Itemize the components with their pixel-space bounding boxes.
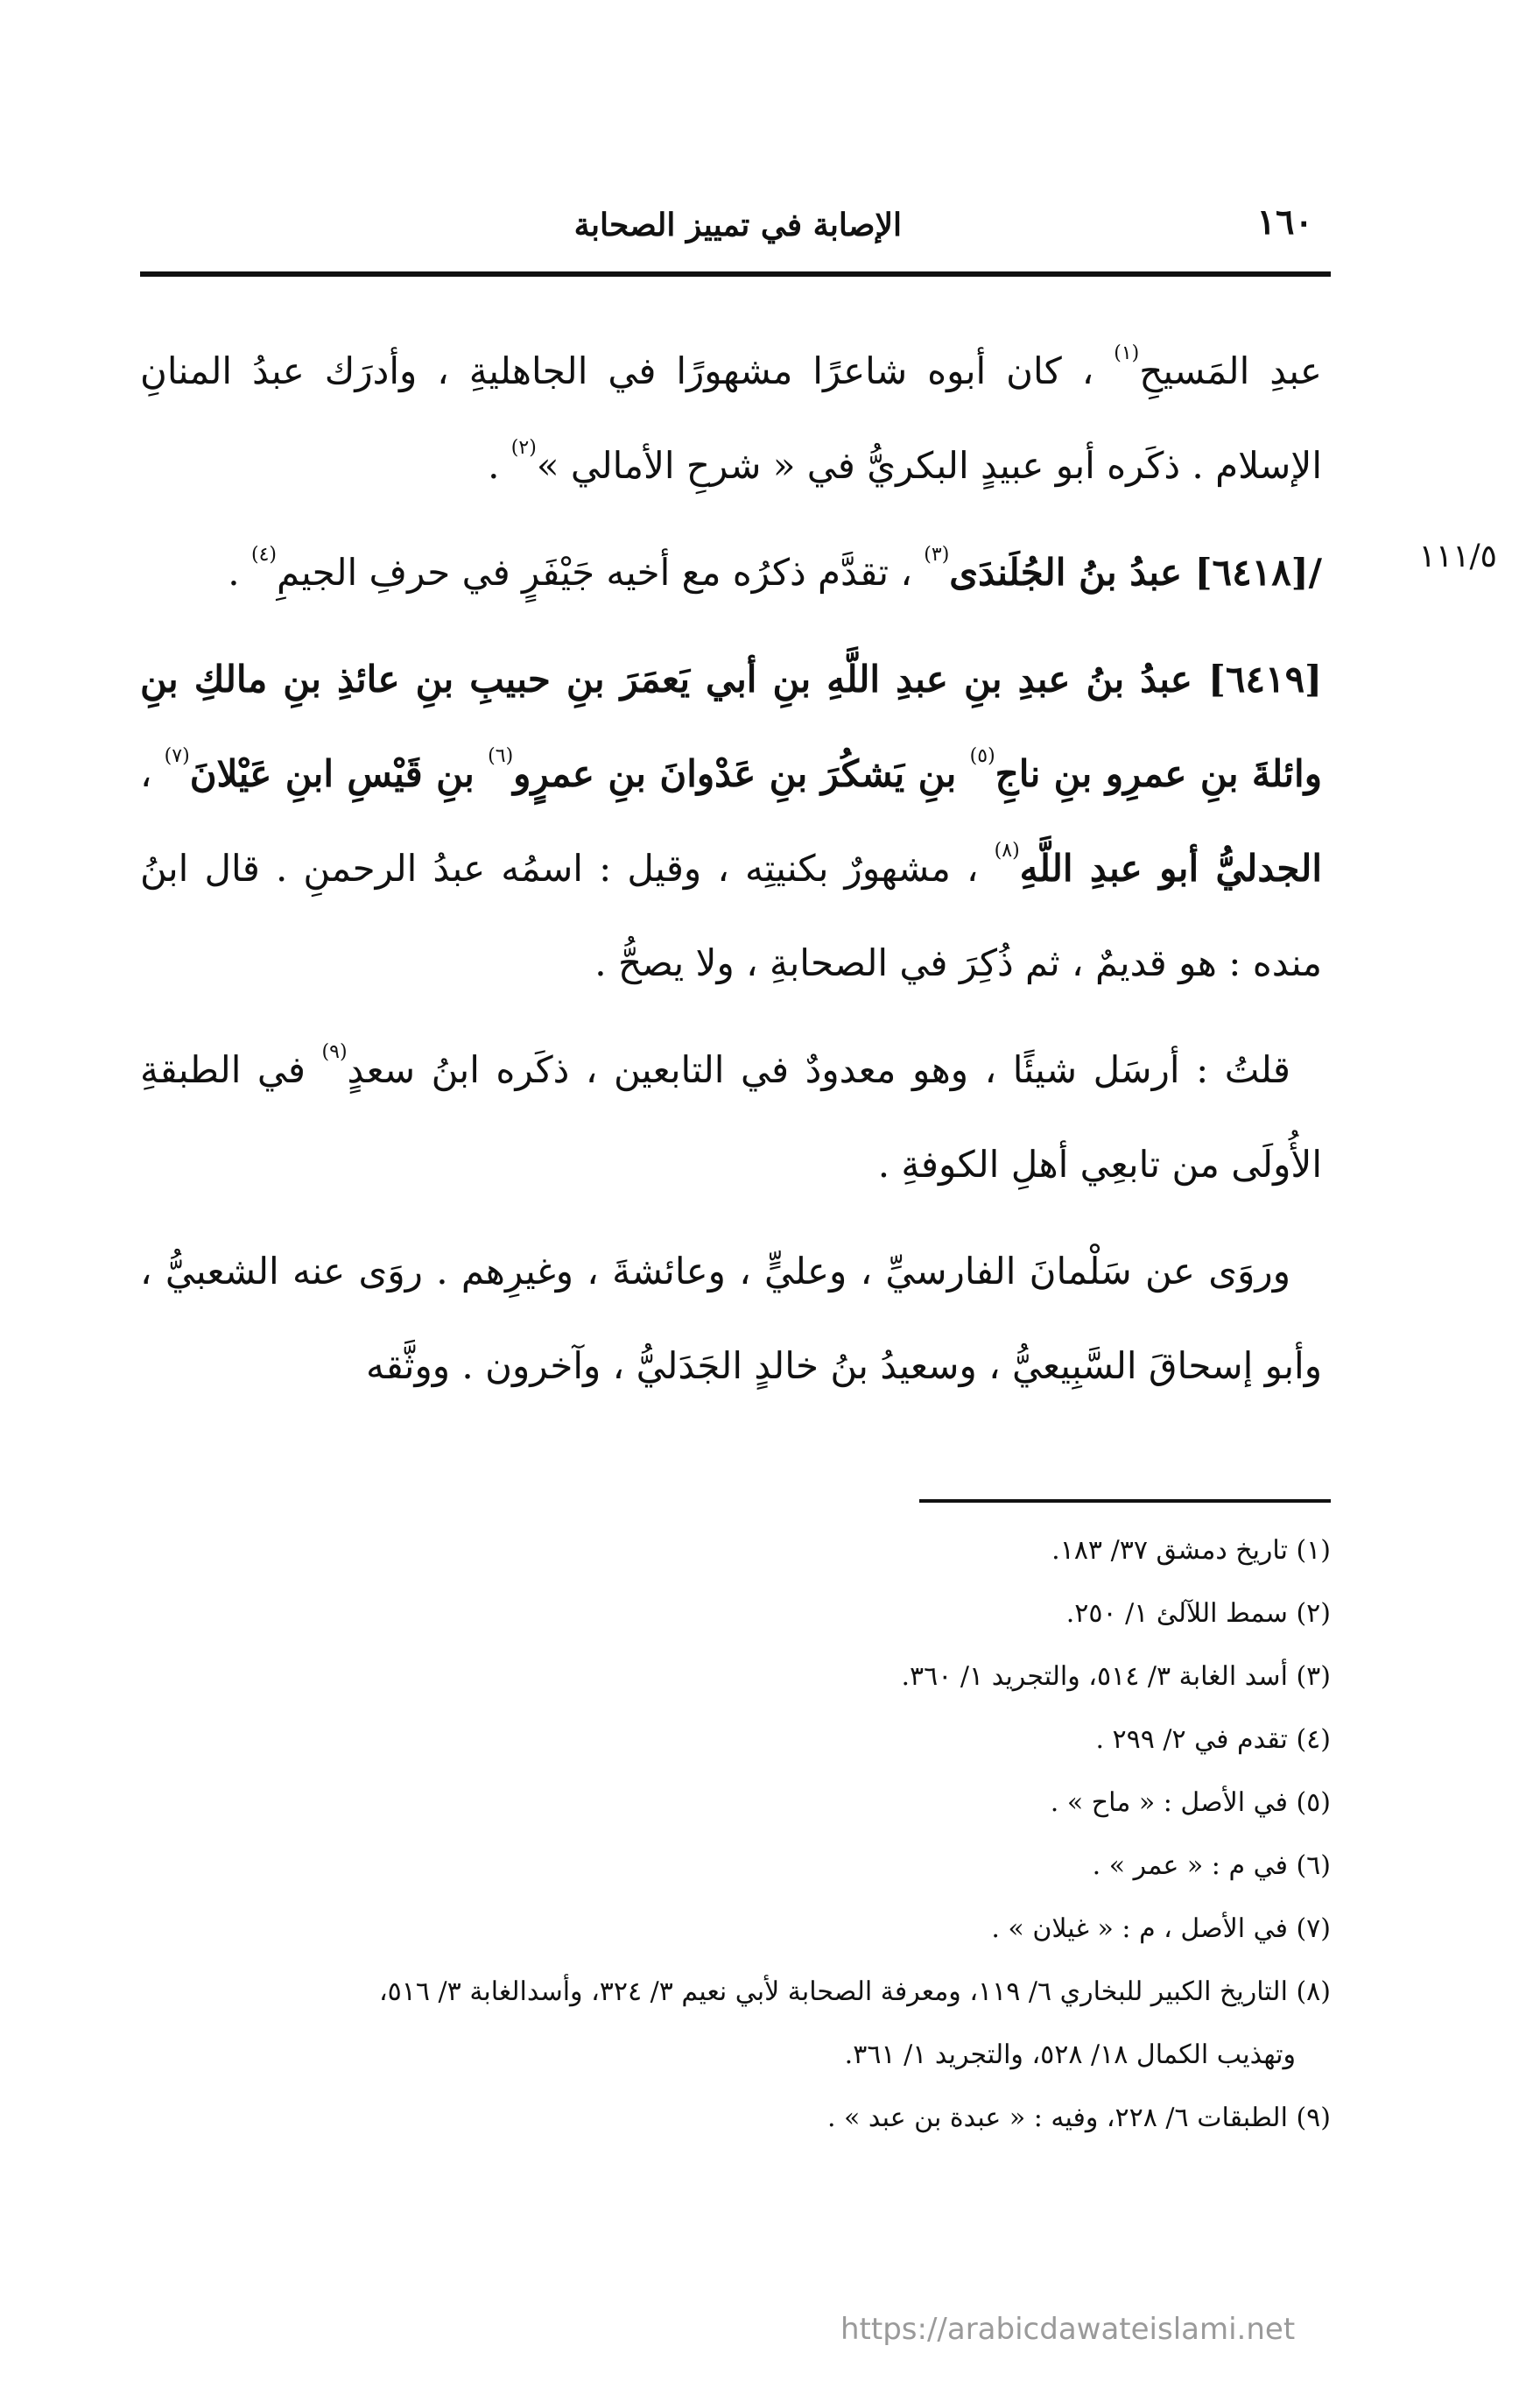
text-run: ، كان أبوه شاعرًا مشهورًا في الجاهليةِ ، وأدرَك عبدُ المنانِ الإسلام . ذكَره أبو عبيدٍ البكريُّ في « شرحِ الأمالي »	[140, 349, 1322, 487]
footnote-ref: (٦)	[488, 745, 514, 767]
footnote-ref: (٩)	[321, 1041, 348, 1063]
margin-reference: ١١١/٥	[1418, 539, 1497, 574]
footnote-7: (٧) في الأصل ، م : « غيلان » .	[991, 1913, 1331, 1944]
paragraph-4	[140, 1023, 1322, 1212]
text-run: ، تقدَّم ذكرُه مع أخيه جَيْفَرٍ في حرفِ الجيمِ	[277, 551, 925, 594]
footnote-rule	[919, 1499, 1331, 1503]
entry-heading: الجدليُّ أبو عبدِ اللَّهِ	[1019, 847, 1322, 890]
main-text	[140, 324, 1322, 1426]
footnote-ref: (٥)	[969, 745, 995, 767]
text-run: وروَى عن سَلْمانَ الفارسيِّ ، وعليٍّ ، وعائشةَ ، وغيرِهم . روَى عنه الشعبيُّ ، وأبو إسحاقَ السَّبِيعيُّ ، وسعيدُ بنُ خالدٍ الجَدَليُّ ، وآخرون . ووثَّقه	[140, 1250, 1322, 1387]
footnote-1: (١) تاريخ دمشق ٣٧/ ١٨٣.	[1051, 1535, 1331, 1566]
text-run: في الطبقةِ الأُولَى من تابعِي أهلِ الكوفةِ .	[140, 1048, 1322, 1186]
entry-heading: [٦٤١٩] عبدُ بنُ عبدِ بنِ عبدِ اللَّهِ بنِ أبي يَعمَرَ بنِ حبيبِ بنِ عائذِ بنِ مالكِ بنِ وائلةَ بنِ عمرِو بنِ ناجِ	[140, 658, 1322, 795]
footnote-ref: (٨)	[994, 840, 1020, 862]
footnote-ref: (١)	[1114, 342, 1140, 364]
text-run: ،	[140, 752, 165, 795]
paragraph-2	[140, 525, 1322, 620]
footnote-ref: (٣)	[924, 544, 950, 566]
text-run: .	[488, 444, 511, 487]
footnote-8-continued: وتهذيب الكمال ١٨/ ٥٢٨، والتجريد ١/ ٣٦١.	[844, 2039, 1296, 2070]
footnote-8: (٨) التاريخ الكبير للبخاري ٦/ ١١٩، ومعرفة الصحابة لأبي نعيم ٣/ ٣٢٤، وأسدالغابة ٣/ ٥١٦،	[378, 1976, 1331, 2007]
footnote-ref: (٢)	[510, 437, 537, 459]
paragraph-3	[140, 632, 1322, 1011]
footnotes	[140, 1519, 1331, 2150]
entry-heading: بنِ قَيْسِ ابنِ عَيْلانَ	[189, 752, 489, 795]
footnote-9: (٩) الطبقات ٦/ ٢٢٨، وفيه : « عبدة بن عبد » .	[826, 2103, 1331, 2133]
watermark-url: https://arabicdawateislami.net	[840, 2312, 1296, 2347]
footnote-4: (٤) تقدم في ٢/ ٢٩٩ .	[1095, 1724, 1331, 1755]
header-rule	[140, 271, 1331, 277]
footnote-3: (٣) أسد الغابة ٣/ ٥١٤، والتجريد ١/ ٣٦٠.	[901, 1661, 1331, 1692]
paragraph-5	[140, 1224, 1322, 1413]
footnote-5: (٥) في الأصل : « ماح » .	[1050, 1787, 1331, 1818]
text-run: .	[228, 551, 251, 594]
text-run: قلتُ : أرسَل شيئًا ، وهو معدودٌ في التابعين ، ذكَره ابنُ سعدٍ	[347, 1048, 1290, 1091]
running-title: الإصابة في تمييز الصحابة	[573, 207, 902, 243]
footnote-2: (٢) سمط اللآلئ ١/ ٢٥٠.	[1065, 1598, 1331, 1629]
entry-heading: بنِ يَشكُرَ بنِ عَدْوانَ بنِ عمرٍو	[513, 752, 970, 795]
footnote-ref: (٧)	[164, 745, 190, 767]
footnote-6: (٦) في م : « عمر » .	[1092, 1850, 1331, 1881]
page-header	[140, 184, 1331, 263]
footnote-ref: (٤)	[250, 544, 277, 566]
paragraph-1	[140, 324, 1322, 513]
entry-heading: /[٦٤١٨] عبدُ بنُ الجُلَندَى	[949, 551, 1322, 594]
page-number: ١٦٠	[1256, 201, 1313, 243]
text-run: عبدِ المَسيحِ	[1139, 349, 1322, 392]
text-run: ، مشهورٌ بكنيتِه ، وقيل : اسمُه عبدُ الرحمنِ . قال ابنُ منده : هو قديمٌ ، ثم ذُكِرَ في الصحابةِ ، ولا يصحُّ .	[140, 847, 1322, 984]
